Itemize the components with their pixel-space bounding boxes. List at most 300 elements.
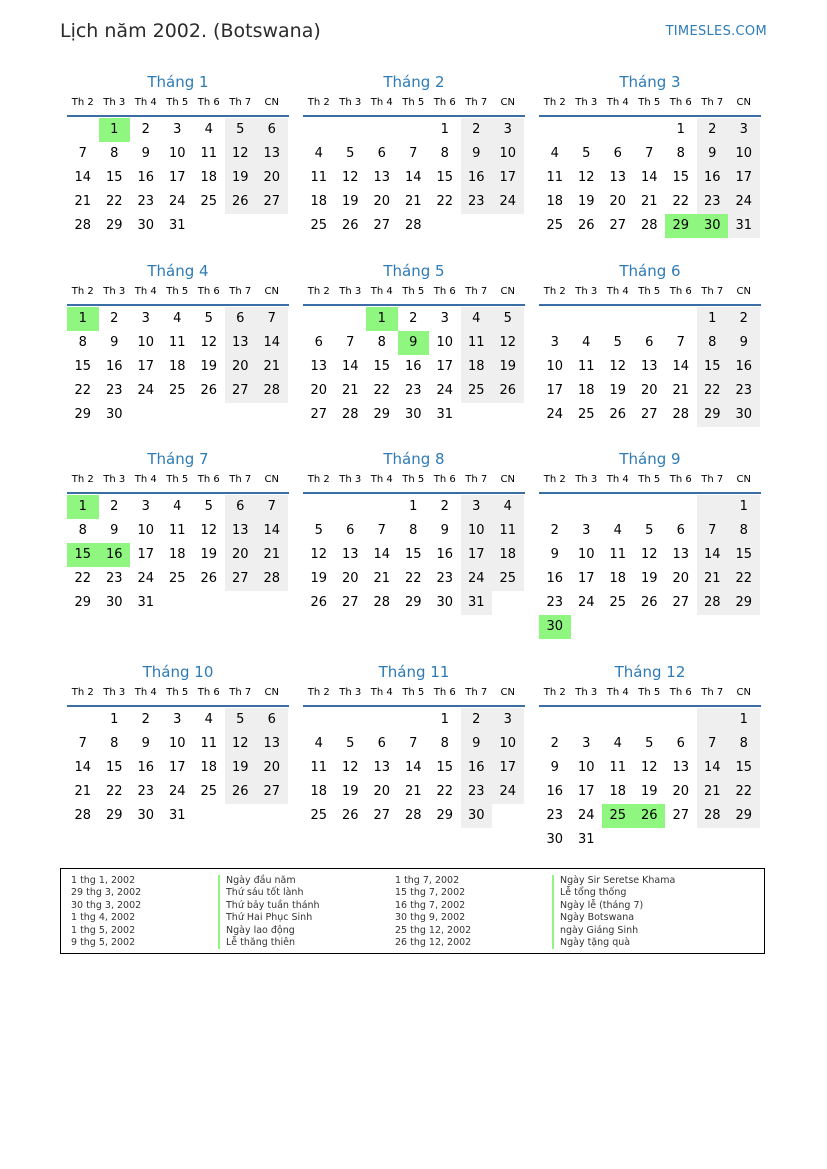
- weekday-label: Th 3: [339, 474, 362, 485]
- day-cell: 14: [697, 756, 729, 780]
- day-cell: 19: [492, 355, 524, 379]
- day-cell: 2: [440, 499, 449, 514]
- day-cell: 26: [225, 190, 257, 214]
- day-cell: 29: [404, 595, 422, 610]
- day-cell: 5: [346, 146, 355, 161]
- day-cell: 14: [697, 543, 729, 567]
- day-cell: 8: [110, 736, 119, 751]
- day-cell: 2: [110, 499, 119, 514]
- weekday-label: Th 5: [402, 97, 425, 108]
- day-cell: 2: [461, 118, 493, 142]
- day-cell: 21: [373, 571, 391, 586]
- day-cell: 3: [173, 712, 182, 727]
- legend-names-left: [218, 875, 320, 949]
- day-cell: 21: [341, 383, 359, 398]
- day-empty: [697, 708, 729, 732]
- month-calendar: [539, 261, 761, 427]
- day-cell: 30: [105, 595, 123, 610]
- day-cell: 17: [461, 543, 493, 567]
- weekday-header: [539, 283, 761, 306]
- day-cell: 28: [404, 808, 422, 823]
- day-cell: 8: [697, 331, 729, 355]
- day-cell: 4: [204, 122, 213, 137]
- day-cell: 20: [256, 756, 288, 780]
- day-cell: 17: [436, 359, 454, 374]
- day-cell: 13: [640, 359, 658, 374]
- month-name: Tháng 1: [147, 73, 209, 91]
- day-cell: 22: [74, 383, 92, 398]
- day-cell: 19: [200, 359, 218, 374]
- day-cell: 28: [341, 407, 359, 422]
- weekday-label: Th 3: [339, 286, 362, 297]
- day-cell: 16: [697, 166, 729, 190]
- day-cell: 14: [256, 519, 288, 543]
- day-cell: 6: [314, 335, 323, 350]
- day-cell: 29: [105, 218, 123, 233]
- day-empty: [303, 708, 335, 732]
- day-cell: 27: [225, 567, 257, 591]
- day-cell: 27: [672, 808, 690, 823]
- day-cell: 19: [341, 784, 359, 799]
- day-empty: [303, 118, 335, 142]
- day-cell: 23: [461, 190, 493, 214]
- day-cell: 19: [640, 784, 658, 799]
- weekday-label: Th 3: [103, 474, 126, 485]
- holiday-day-cell: 1: [67, 307, 99, 331]
- holiday-date: 25 thg 12, 2002: [395, 924, 472, 936]
- weekday-label: CN: [264, 687, 279, 698]
- weekday-label: Th 2: [543, 687, 566, 698]
- holiday-day-cell: 9: [398, 331, 430, 355]
- day-cell: 11: [609, 760, 627, 775]
- day-cell: 21: [256, 355, 288, 379]
- day-cell: 29: [74, 407, 92, 422]
- day-cell: 10: [137, 335, 155, 350]
- day-empty: [335, 708, 367, 732]
- day-cell: 1: [440, 712, 449, 727]
- day-cell: 15: [436, 170, 454, 185]
- day-grid: [67, 708, 289, 828]
- day-cell: 17: [577, 571, 595, 586]
- day-empty: [539, 307, 571, 331]
- day-cell: 31: [436, 407, 454, 422]
- day-cell: 8: [78, 523, 87, 538]
- day-cell: 4: [314, 736, 323, 751]
- weekday-label: Th 5: [638, 97, 661, 108]
- day-cell: 26: [492, 379, 524, 403]
- month-calendar: [539, 449, 761, 639]
- day-cell: 25: [577, 407, 595, 422]
- day-empty: [335, 495, 367, 519]
- day-cell: 11: [492, 519, 524, 543]
- day-cell: 8: [440, 146, 449, 161]
- day-cell: 2: [409, 311, 418, 326]
- month-name: Tháng 4: [147, 262, 209, 280]
- day-cell: 8: [78, 335, 87, 350]
- weekday-label: Th 6: [669, 97, 692, 108]
- weekday-label: Th 4: [134, 286, 157, 297]
- weekday-label: Th 5: [402, 286, 425, 297]
- day-cell: 12: [341, 760, 359, 775]
- holiday-name: Ngày tặng quà: [552, 937, 675, 949]
- weekday-label: Th 7: [465, 286, 488, 297]
- day-cell: 12: [640, 547, 658, 562]
- holiday-name: Ngày đầu năm: [218, 875, 320, 887]
- day-cell: 12: [200, 335, 218, 350]
- day-cell: 20: [341, 571, 359, 586]
- day-cell: 25: [609, 595, 627, 610]
- day-empty: [634, 495, 666, 519]
- day-cell: 11: [546, 170, 564, 185]
- day-cell: 3: [461, 495, 493, 519]
- day-cell: 17: [137, 547, 155, 562]
- day-cell: 4: [613, 736, 622, 751]
- day-cell: 5: [492, 307, 524, 331]
- day-cell: 13: [225, 331, 257, 355]
- weekday-label: Th 7: [229, 97, 252, 108]
- day-empty: [602, 495, 634, 519]
- day-cell: 1: [409, 499, 418, 514]
- day-cell: 15: [74, 359, 92, 374]
- day-cell: 22: [404, 571, 422, 586]
- day-cell: 7: [645, 146, 654, 161]
- day-cell: 13: [373, 760, 391, 775]
- day-cell: 7: [409, 736, 418, 751]
- weekday-header: [67, 684, 289, 707]
- holiday-day-cell: 15: [67, 543, 99, 567]
- weekday-label: Th 4: [370, 97, 393, 108]
- day-cell: 23: [546, 595, 564, 610]
- day-cell: 11: [200, 146, 218, 161]
- day-cell: 13: [672, 760, 690, 775]
- day-cell: 12: [640, 760, 658, 775]
- day-cell: 6: [676, 523, 685, 538]
- day-empty: [366, 708, 398, 732]
- month-calendar: [67, 449, 289, 615]
- day-cell: 10: [728, 142, 760, 166]
- day-cell: 1: [110, 712, 119, 727]
- weekday-label: Th 6: [197, 474, 220, 485]
- day-cell: 18: [492, 543, 524, 567]
- day-cell: 26: [200, 383, 218, 398]
- month-name: Tháng 10: [142, 663, 214, 681]
- day-cell: 20: [225, 543, 257, 567]
- day-cell: 25: [310, 218, 328, 233]
- day-cell: 11: [609, 547, 627, 562]
- weekday-label: Th 5: [638, 286, 661, 297]
- weekday-label: Th 5: [166, 286, 189, 297]
- day-grid: [67, 118, 289, 238]
- day-cell: 9: [550, 760, 559, 775]
- day-cell: 24: [577, 595, 595, 610]
- weekday-label: Th 5: [166, 687, 189, 698]
- weekday-header: [303, 283, 525, 306]
- day-cell: 30: [137, 808, 155, 823]
- holiday-day-cell: 1: [366, 307, 398, 331]
- day-empty: [571, 307, 603, 331]
- day-cell: 10: [546, 359, 564, 374]
- weekday-label: Th 4: [606, 474, 629, 485]
- day-cell: 14: [404, 170, 422, 185]
- day-cell: 26: [225, 780, 257, 804]
- day-cell: 5: [225, 708, 257, 732]
- day-cell: 24: [546, 407, 564, 422]
- day-cell: 26: [200, 571, 218, 586]
- day-cell: 5: [645, 523, 654, 538]
- day-cell: 20: [672, 571, 690, 586]
- holiday-name: Ngày lễ (tháng 7): [552, 900, 675, 912]
- weekday-label: Th 5: [402, 687, 425, 698]
- day-cell: 10: [492, 142, 524, 166]
- day-cell: 12: [577, 170, 595, 185]
- day-empty: [67, 708, 99, 732]
- day-cell: 7: [78, 736, 87, 751]
- day-cell: 10: [461, 519, 493, 543]
- day-empty: [571, 495, 603, 519]
- day-cell: 24: [137, 571, 155, 586]
- weekday-label: Th 7: [465, 474, 488, 485]
- day-cell: 8: [440, 736, 449, 751]
- day-cell: 6: [225, 495, 257, 519]
- legend-names-right: [552, 875, 675, 949]
- legend-dates-left: [71, 875, 141, 949]
- day-cell: 13: [672, 547, 690, 562]
- day-cell: 21: [256, 543, 288, 567]
- weekday-label: Th 7: [701, 687, 724, 698]
- day-cell: 4: [550, 146, 559, 161]
- day-grid: [539, 307, 761, 427]
- day-cell: 3: [173, 122, 182, 137]
- day-cell: 17: [492, 756, 524, 780]
- holiday-day-cell: 25: [602, 804, 634, 828]
- holiday-name: Thứ bảy tuần thánh: [218, 900, 320, 912]
- day-cell: 29: [728, 591, 760, 615]
- holiday-name: ngày Giáng Sinh: [552, 925, 675, 937]
- day-empty: [539, 495, 571, 519]
- day-cell: 20: [373, 194, 391, 209]
- day-cell: 9: [141, 736, 150, 751]
- month-name: Tháng 9: [619, 450, 681, 468]
- day-cell: 12: [200, 523, 218, 538]
- day-cell: 13: [609, 170, 627, 185]
- day-cell: 27: [310, 407, 328, 422]
- day-cell: 22: [105, 194, 123, 209]
- day-cell: 6: [645, 335, 654, 350]
- day-cell: 7: [676, 335, 685, 350]
- day-cell: 29: [697, 403, 729, 427]
- holiday-name: Ngày Sir Seretse Khama: [552, 875, 675, 887]
- day-cell: 14: [256, 331, 288, 355]
- day-cell: 5: [582, 146, 591, 161]
- holiday-date: 30 thg 3, 2002: [71, 899, 142, 911]
- day-cell: 6: [225, 307, 257, 331]
- day-cell: 28: [404, 218, 422, 233]
- day-cell: 18: [461, 355, 493, 379]
- holiday-date: 26 thg 12, 2002: [395, 937, 472, 949]
- day-cell: 7: [256, 495, 288, 519]
- day-cell: 27: [256, 190, 288, 214]
- day-grid: [539, 495, 761, 639]
- day-cell: 19: [225, 166, 257, 190]
- day-cell: 24: [461, 567, 493, 591]
- brand-link[interactable]: TIMESLES.COM: [665, 24, 767, 39]
- day-cell: 23: [436, 571, 454, 586]
- day-empty: [366, 118, 398, 142]
- day-cell: 15: [672, 170, 690, 185]
- holiday-date: 1 thg 4, 2002: [71, 912, 136, 924]
- month-calendar: [539, 72, 761, 238]
- day-cell: 14: [640, 170, 658, 185]
- weekday-label: Th 6: [433, 97, 456, 108]
- day-cell: 22: [105, 784, 123, 799]
- day-cell: 21: [74, 784, 92, 799]
- holiday-name: Lễ tổng thống: [552, 887, 675, 899]
- day-cell: 30: [546, 832, 564, 847]
- day-cell: 31: [137, 595, 155, 610]
- day-cell: 3: [550, 335, 559, 350]
- day-cell: 11: [200, 736, 218, 751]
- day-cell: 26: [577, 218, 595, 233]
- day-cell: 12: [310, 547, 328, 562]
- holiday-date: 30 thg 9, 2002: [395, 912, 466, 924]
- weekday-label: Th 7: [701, 97, 724, 108]
- day-cell: 23: [105, 383, 123, 398]
- weekday-header: [539, 471, 761, 494]
- day-cell: 8: [728, 732, 760, 756]
- day-cell: 28: [697, 591, 729, 615]
- day-cell: 7: [409, 146, 418, 161]
- day-cell: 16: [436, 547, 454, 562]
- weekday-header: [67, 471, 289, 494]
- weekday-label: CN: [736, 474, 751, 485]
- day-cell: 1: [440, 122, 449, 137]
- day-cell: 4: [492, 495, 524, 519]
- day-cell: 25: [492, 567, 524, 591]
- weekday-label: Th 7: [229, 286, 252, 297]
- day-cell: 13: [225, 519, 257, 543]
- day-cell: 12: [609, 359, 627, 374]
- day-cell: 2: [461, 708, 493, 732]
- weekday-label: Th 7: [465, 687, 488, 698]
- month-name: Tháng 11: [378, 663, 450, 681]
- day-cell: 5: [613, 335, 622, 350]
- day-cell: 3: [440, 311, 449, 326]
- day-cell: 15: [728, 543, 760, 567]
- day-empty: [303, 495, 335, 519]
- day-cell: 6: [377, 146, 386, 161]
- day-cell: 21: [640, 194, 658, 209]
- day-cell: 3: [582, 523, 591, 538]
- day-cell: 24: [728, 190, 760, 214]
- day-cell: 28: [256, 567, 288, 591]
- day-cell: 28: [74, 808, 92, 823]
- day-cell: 19: [225, 756, 257, 780]
- day-cell: 7: [697, 519, 729, 543]
- day-cell: 25: [310, 808, 328, 823]
- day-cell: 25: [168, 383, 186, 398]
- weekday-label: Th 2: [71, 97, 94, 108]
- day-cell: 3: [141, 499, 150, 514]
- day-cell: 18: [609, 571, 627, 586]
- day-cell: 19: [341, 194, 359, 209]
- day-cell: 4: [582, 335, 591, 350]
- weekday-label: Th 5: [402, 474, 425, 485]
- weekday-header: [67, 283, 289, 306]
- day-cell: 9: [110, 523, 119, 538]
- month-name: Tháng 6: [619, 262, 681, 280]
- day-cell: 23: [697, 190, 729, 214]
- day-cell: 18: [310, 194, 328, 209]
- day-cell: 16: [137, 170, 155, 185]
- day-grid: [539, 118, 761, 238]
- day-cell: 15: [728, 756, 760, 780]
- day-cell: 16: [546, 571, 564, 586]
- day-cell: 9: [141, 146, 150, 161]
- day-cell: 21: [74, 194, 92, 209]
- day-cell: 22: [672, 194, 690, 209]
- day-cell: 2: [728, 307, 760, 331]
- holiday-day-cell: 1: [99, 118, 131, 142]
- day-cell: 17: [577, 784, 595, 799]
- day-cell: 23: [546, 808, 564, 823]
- weekday-label: Th 4: [134, 687, 157, 698]
- day-cell: 3: [492, 708, 524, 732]
- day-empty: [665, 495, 697, 519]
- weekday-label: Th 7: [229, 474, 252, 485]
- weekday-label: Th 6: [433, 474, 456, 485]
- day-cell: 19: [609, 383, 627, 398]
- day-cell: 18: [200, 170, 218, 185]
- day-cell: 17: [168, 760, 186, 775]
- day-cell: 11: [310, 170, 328, 185]
- day-cell: 23: [728, 379, 760, 403]
- day-empty: [571, 118, 603, 142]
- holiday-name: Thứ sáu tốt lành: [218, 887, 320, 899]
- holiday-name: Ngày Botswana: [552, 912, 675, 924]
- day-cell: 24: [492, 190, 524, 214]
- day-cell: 20: [225, 355, 257, 379]
- day-cell: 11: [461, 331, 493, 355]
- day-grid: [67, 495, 289, 615]
- day-cell: 24: [577, 808, 595, 823]
- day-empty: [335, 307, 367, 331]
- day-cell: 1: [728, 495, 760, 519]
- day-cell: 29: [74, 595, 92, 610]
- holiday-day-cell: 16: [99, 543, 131, 567]
- day-cell: 16: [137, 760, 155, 775]
- day-cell: 19: [200, 547, 218, 562]
- day-cell: 11: [168, 523, 186, 538]
- weekday-label: Th 3: [575, 286, 598, 297]
- day-cell: 18: [168, 547, 186, 562]
- day-cell: 1: [697, 307, 729, 331]
- weekday-label: Th 4: [134, 474, 157, 485]
- day-cell: 18: [609, 784, 627, 799]
- day-cell: 25: [168, 571, 186, 586]
- day-cell: 6: [377, 736, 386, 751]
- day-cell: 6: [613, 146, 622, 161]
- weekday-label: Th 7: [229, 687, 252, 698]
- weekday-label: CN: [500, 286, 515, 297]
- day-cell: 10: [137, 523, 155, 538]
- day-cell: 11: [577, 359, 595, 374]
- day-cell: 9: [697, 142, 729, 166]
- weekday-label: Th 2: [71, 286, 94, 297]
- day-cell: 10: [577, 547, 595, 562]
- day-cell: 7: [377, 523, 386, 538]
- month-calendar: [303, 72, 525, 238]
- day-cell: 14: [341, 359, 359, 374]
